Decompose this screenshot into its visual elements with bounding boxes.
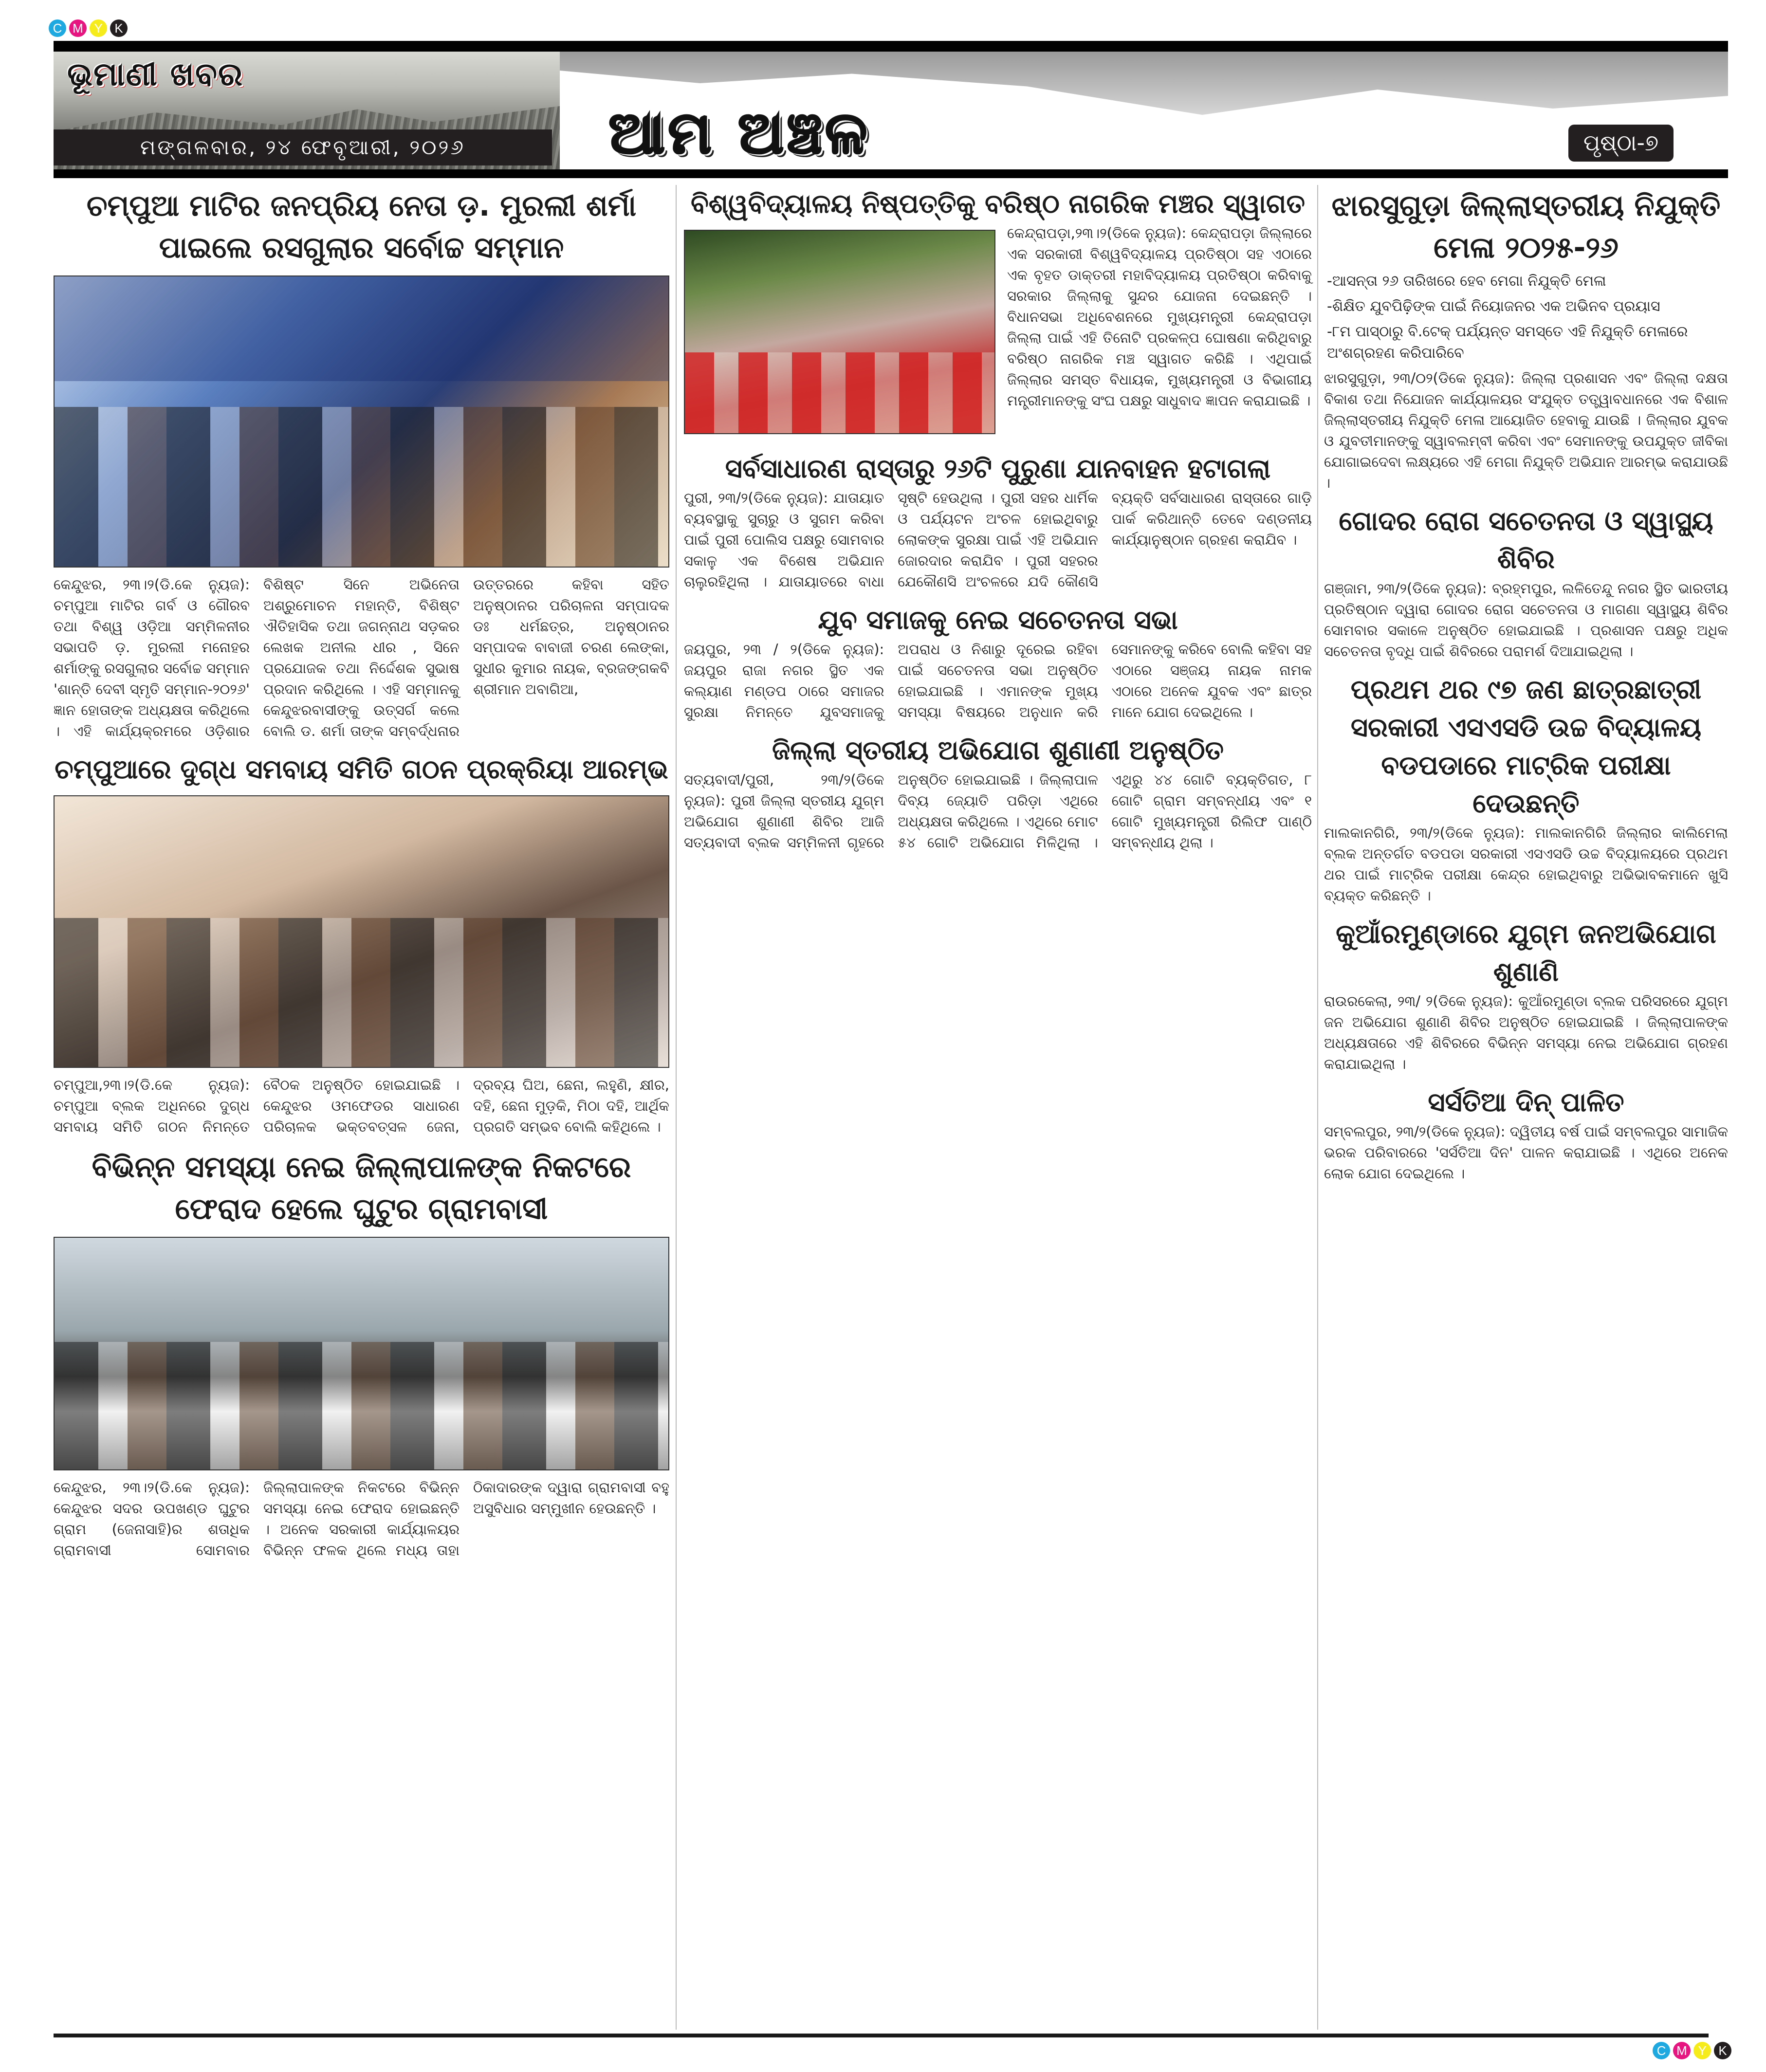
villagers-photo	[54, 1237, 669, 1470]
article-villagers-petition	[54, 1146, 669, 1561]
article-youth-awareness	[684, 601, 1312, 723]
issue-date: ମଙ୍ଗଳବାର, ୨୪ ଫେବୃଆରୀ, ୨୦୨୬	[54, 129, 552, 165]
headline: ଚମ୍ପୁଆ ମାଟିର ଜନପ୍ରିୟ ନେତା ଡ଼. ମୁରଲୀ ଶର୍ମା ପାଇଲେ ରସଗୁଲାର ସର୍ବୋଚ୍ଚ ସମ୍ମାନ	[86, 189, 637, 265]
article-vehicles-removed	[684, 450, 1312, 592]
headline: କୁଆଁରମୁଣ୍ଡାରେ ଯୁଗ୍ମ ଜନଅଭିଯୋଗ ଶୁଣାଣି	[1336, 918, 1716, 987]
article-body: ଜୟପୁର, ୨୩ / ୨(ଡିକେ ନ୍ୟୁଜ): ଜୟପୁର ରାଜା ନଗର ସ୍ଥିତ ଏକ କଲ୍ୟାଣ ମଣ୍ଡପ ଠାରେ ସମାଜର ସୁରକ୍ଷା ନିମନ୍ତେ ଯୁବସମାଜକୁ ଅପରାଧ ଓ ନିଶାରୁ ଦୂରେଇ ରହିବା ପାଇଁ ସଚେତନତା ସଭା ଅନୁଷ୍ଠିତ ହୋଇଯାଇଛି । ଏମାନଙ୍କ ମୁଖ୍ୟ ସମସ୍ୟା ବିଷୟରେ ଅନୁଧାନ କରି ସେମାନଙ୍କୁ କରିବେ ବୋଲି କହିବା ସହ ଏଠାରେ ସଞ୍ଜୟ ନାୟକ ନାମକ ଏଠାରେ ଅନେକ ଯୁବକ ଏବଂ ଛାତ୍ର ମାନେ ଯୋଗ ଦେଇଥିଲେ ।	[684, 641, 1312, 720]
headline: ଜିଲ୍ଲା ସ୍ତରୀୟ ଅଭିଯୋଗ ଶୁଣାଣୀ ଅନୁଷ୍ଠିତ	[772, 735, 1224, 766]
headline: ପ୍ରଥମ ଥର ୯୭ ଜଣ ଛାତ୍ରଛାତ୍ରୀ ସରକାରୀ ଏସଏସଡି ଉଚ୍ଚ ବିଦ୍ୟାଳୟ ବଡପଡାରେ ମାଟ୍ରିକ ପରୀକ୍ଷା ଦେଉଛନ୍ତି	[1350, 674, 1702, 819]
headline: ବିଶ୍ୱବିଦ୍ୟାଳୟ ନିଷ୍ପତ୍ତିକୁ ବରିଷ୍ଠ ନାଗରିକ ମଞ୍ଚର ସ୍ୱାଗତ	[690, 188, 1306, 219]
headline: ବିଭିନ୍ନ ସମସ୍ୟା ନେଇ ଜିଲ୍ଲାପାଳଙ୍କ ନିକଟରେ ଫେରାଦ ହେଲେ ଘୁଟୁର ଗ୍ରାମବାସୀ	[92, 1150, 631, 1226]
article-hydrocele-camp	[1324, 502, 1728, 662]
article-job-fair	[1324, 185, 1728, 494]
article-university-retirement	[684, 185, 1312, 441]
masthead	[54, 41, 1728, 178]
magenta-dot: M	[1673, 2042, 1691, 2059]
article-sarpanch-day	[1324, 1083, 1728, 1184]
column-divider	[1317, 185, 1318, 2030]
article-dairy-coop	[54, 751, 669, 1137]
page-number-badge: ପୃଷ୍ଠା-୭	[1568, 125, 1674, 162]
article-body: ମାଲକାନଗିରି, ୨୩/୨(ଡିକେ ନ୍ୟୁଜ): ମାଲକାନଗିରି ଜିଲ୍ଲାର କାଲିମେଲା ବ୍ଲକ ଅନ୍ତର୍ଗତ ବଡପଡା ସରକାରୀ ଏସଏସଡି ଉଚ୍ଚ ବିଦ୍ୟାଳୟରେ ପ୍ରଥମ ଥର ପାଇଁ ମାଟ୍ରିକ ପରୀକ୍ଷା କେନ୍ଦ୍ର ହୋଇଥିବାରୁ ଅଭିଭାବକମାନେ ଖୁସି ବ୍ୟକ୍ତ କରିଛନ୍ତି ।	[1324, 825, 1728, 904]
article-body: ପୁରୀ, ୨୩/୨(ଡିକେ ନ୍ୟୁଜ): ଯାତାୟାତ ବ୍ୟବସ୍ଥାକୁ ସୁଚାରୁ ଓ ସୁଗମ କରିବା ପାଇଁ ପୁରୀ ପୋଲିସ ପକ୍ଷରୁ ସୋମବାର ସକାଳୁ ଏକ ବିଶେଷ ଅଭିଯାନ ଚାଲୁରହିଥିଲା । ଯାତାୟାତରେ ବାଧା ସୃଷ୍ଟି ହେଉଥିଲା । ପୁରୀ ସହର ଧାର୍ମିକ ଓ ପର୍ଯ୍ୟଟନ ଅଂଚଳ ହୋଇଥିବାରୁ ଲୋକଙ୍କ ସୁରକ୍ଷା ପାଇଁ ଏହି ଅଭିଯାନ ଜୋରଦାର କରାଯିବ । ପୁରୀ ସହରର ଯେକୌଣସି ଅଂଚଳରେ ଯଦି କୌଣସି ବ୍ୟକ୍ତି ସର୍ବସାଧାରଣ ରାସ୍ତାରେ ଗାଡ଼ି ପାର୍କ କରିଥାନ୍ତି ତେବେ ଦଣ୍ଡନୀୟ କାର୍ଯ୍ୟାନୁଷ୍ଠାନ ଗ୍ରହଣ କରାଯିବ ।	[684, 490, 1312, 590]
magenta-dot: M	[69, 19, 87, 37]
section-title: ଆମ ଅଞ୍ଚଳ	[608, 99, 870, 167]
article-body: ଝାରସୁଗୁଡ଼ା, ୨୩/୦୨(ଡିକେ ନ୍ୟୁଜ): ଜିଲ୍ଲା ପ୍ରଶାସନ ଏବଂ ଜିଲ୍ଲା ଦକ୍ଷତା ବିକାଶ ତଥା ନିଯୋଜନ କାର୍ଯ୍ୟାଳୟର ସଂଯୁକ୍ତ ତତ୍ତ୍ୱାବଧାନରେ ଏକ ବିଶାଳ ଜିଲ୍ଲାସ୍ତରୀୟ ନିଯୁକ୍ତି ମେଳା ଆୟୋଜିତ ହେବାକୁ ଯାଉଛି । ଜିଲ୍ଲାର ଯୁବକ ଓ ଯୁବତୀମାନଙ୍କୁ ସ୍ୱାବଲମ୍ବୀ କରିବା ଏବଂ ସେମାନଙ୍କୁ ଉପଯୁକ୍ତ ଜୀବିକା ଯୋଗାଇଦେବା ଲକ୍ଷ୍ୟରେ ଏହି ମେଗା ନିଯୁକ୍ତି ଅଭିଯାନ ଆରମ୍ଭ କରାଯାଉଛି ।	[1324, 370, 1728, 491]
cmyk-registration-mark-bottom	[1653, 2042, 1731, 2059]
article-body: କେନ୍ଦୁଝର, ୨୩।୨(ଡି.କେ ନ୍ୟୁଜ): ଚମ୍ପୁଆ ମାଟିର ଗର୍ବ ଓ ଗୌରବ ତଥା ବିଶ୍ୱ ଓଡ଼ିଆ ସମ୍ମିଳନୀର ସଭାପତି ଡ଼. ମୁରଲୀ ମନୋହର ଶର୍ମାଙ୍କୁ ରସଗୁଲାର ସର୍ବୋଚ୍ଚ ସମ୍ମାନ 'ଶାନ୍ତି ଦେବୀ ସ୍ମୃତି ସମ୍ମାନ-୨୦୨୬' ଜ୍ଞାନ ହୋତାଙ୍କ ଅଧ୍ୟକ୍ଷତା କରିଥିଲେ । ଏହି କାର୍ଯ୍ୟକ୍ରମରେ ଓଡ଼ିଶାର ବିଶିଷ୍ଟ ସିନେ ଅଭିନେତା ଅଶ୍ରୁମୋଚନ ମହାନ୍ତି, ବିଶିଷ୍ଟ ଐତିହାସିକ ତଥା ଜଗନ୍ନାଥ ସଡ଼କର ଲେଖକ ଅନୀଲ ଧୀର , ସିନେ ପ୍ରଯୋଜକ ତଥା ନିର୍ଦ୍ଦେଶକ ସୁଭାଷ ପ୍ରଦାନ କରିଥିଲେ । ଏହି ସମ୍ମାନକୁ କେନ୍ଦୁଝରବାସୀଙ୍କୁ ଉତ୍ସର୍ଗ କଲେ ବୋଲି ଡ. ଶର୍ମା ତାଙ୍କ ସମ୍ବର୍ଦ୍ଧନାର ଉତ୍ତରରେ କହିବା ସହିତ ଅନୁଷ୍ଠାନର ପରିଚାଳନା ସମ୍ପାଦକ ଡଃ ଧର୍ମଛତ୍ର, ଅନୁଷ୍ଠାନର ସମ୍ପାଦକ ବାବାଜୀ ଚରଣ ଲେଙ୍କା, ସୁଧୀର କୁମାର ନାୟକ, ବ୍ରଜଙ୍ଗକବି ଶ୍ରୀମାନ ଅବାଗିଆ,	[54, 576, 669, 739]
article-body: ଚମ୍ପୁଆ,୨୩।୨(ଡି.କେ ନ୍ୟୁଜ): ଚମ୍ପୁଆ ବ୍ଲକ ଅଧିନରେ ଦୁଗ୍ଧ ସମବାୟ ସମିତି ଗଠନ ନିମନ୍ତେ ବୈଠକ ଅନୁଷ୍ଠିତ ହୋଇଯାଇଛି । କେନ୍ଦୁଝର ଓମଫେଡର ସାଧାରଣ ପରିଚାଳକ ଭକ୍ତବତ୍ସଳ ଜେନା, ଦ୍ରବ୍ୟ ଘିଅ, ଛେନା, ଲହୁଣି, କ୍ଷୀର, ଦହି, ଛେନା ମୁଡ଼କି, ମିଠା ଦହି, ଆର୍ଥିକ ପ୍ରଗତି ସମ୍ଭବ ବୋଲି କହିଥିଲେ ।	[54, 1077, 669, 1135]
headline: ଗୋଦର ରୋଗ ସଚେତନତା ଓ ସ୍ୱାସ୍ଥ୍ୟ ଶିବିର	[1339, 506, 1713, 574]
right-column	[1324, 185, 1728, 1193]
award-ceremony-photo	[54, 275, 669, 568]
masthead-top-bar	[54, 41, 1728, 52]
headline: ସର୍ବସାଧାରଣ ରାସ୍ତାରୁ ୨୬ଟି ପୁରୁଣା ଯାନବାହନ ହଟାଗଲା	[725, 453, 1271, 484]
footer-rule	[54, 2034, 1709, 2037]
column-divider	[676, 185, 677, 2030]
article-grievance-hearing	[684, 732, 1312, 853]
subhead: -ଆସନ୍ତା ୨୬ ତାରିଖରେ ହେବ ମେଗା ନିଯୁକ୍ତି ମେଳା	[1327, 273, 1606, 290]
article-murali-sharma	[54, 185, 669, 742]
article-matric-exam	[1324, 671, 1728, 906]
masthead-bottom-bar	[54, 169, 1728, 178]
meeting-photo	[54, 795, 669, 1068]
paper-logo: ଭୂମାଣୀ ଖବର	[67, 55, 244, 93]
article-body: ଗଞ୍ଜାମ, ୨୩/୨(ଡିକେ ନ୍ୟୁଜ): ବ୍ରହ୍ମପୁର, ଲଳିତେନ୍ଦୁ ନଗର ସ୍ଥିତ ଭାରତୀୟ ପ୍ରତିଷ୍ଠାନ ଦ୍ୱାରା ଗୋଦର ରୋଗ ସଚେତନତା ଓ ମାଗଣା ସ୍ୱାସ୍ଥ୍ୟ ଶିବିର ସୋମବାର ସକାଳେ ଅନୁଷ୍ଠିତ ହୋଇଯାଇଛି । ପ୍ରଶାସନ ପକ୍ଷରୁ ଅଧିକ ସଚେତନତା ବୃଦ୍ଧି ପାଇଁ ଶିବିରରେ ପରାମର୍ଶ ଦିଆଯାଇଥିଲା ।	[1324, 580, 1728, 660]
black-dot: K	[110, 19, 128, 37]
cyan-dot: C	[1653, 2042, 1670, 2059]
middle-column	[684, 185, 1312, 862]
article-body: ସତ୍ୟବାଦୀ/ପୁରୀ, ୨୩/୨(ଡିକେ ନ୍ୟୁଜ): ପୁରୀ ଜିଲ୍ଲା ସ୍ତରୀୟ ଯୁଗ୍ମ ଅଭିଯୋଗ ଶୁଣାଣୀ ଶିବିର ଆଜି ସତ୍ୟବାଦୀ ବ୍ଲକ ସମ୍ମିଳନୀ ଗୃହରେ ଅନୁଷ୍ଠିତ ହୋଇଯାଇଛି । ଜିଲ୍ଲାପାଳ ଦିବ୍ୟ ଜ୍ୟୋତି ପରିଡ଼ା ଏଥିରେ ଅଧ୍ୟକ୍ଷତା କରିଥିଲେ । ଏଥିରେ ମୋଟ ୫୪ ଗୋଟି ଅଭିଯୋଗ ମିଳିଥିଲା । ଏଥିରୁ ୪୪ ଗୋଟି ବ୍ୟକ୍ତିଗତ, ୮ ଗୋଟି ଗ୍ରାମ ସମ୍ବନ୍ଧୀୟ ଏବଂ ୧ ଗୋଟି ମୁଖ୍ୟମନ୍ତ୍ରୀ ରିଲିଫ ପାଣ୍ଠି ସମ୍ବନ୍ଧୀୟ ଥିଲା ।	[684, 771, 1312, 851]
senior-citizens-meeting-photo	[684, 230, 995, 434]
yellow-dot: Y	[1693, 2042, 1711, 2059]
headline: ଝାରସୁଗୁଡ଼ା ଜିଲ୍ଲାସ୍ତରୀୟ ନିଯୁକ୍ତି ମେଳା ୨୦୨୫-୨୬	[1331, 189, 1721, 265]
article-kuarmunda-grievance	[1324, 915, 1728, 1075]
headline: ସର୍ସତିଆ ଦିନ୍ ପାଳିତ	[1428, 1087, 1624, 1118]
article-body: କେନ୍ଦ୍ରାପଡ଼ା,୨୩।୨(ଡିକେ ନ୍ୟୁଜ): କେନ୍ଦ୍ରାପଡ଼ା ଜିଲ୍ଲାରେ ଏକ ସରକାରୀ ବିଶ୍ୱବିଦ୍ୟାଳୟ ପ୍ରତିଷ୍ଠା ସହ ଏଠାରେ ଏକ ବୃହତ ଡାକ୍ତରୀ ମହାବିଦ୍ୟାଳୟ ପ୍ରତିଷ୍ଠା କରିବାକୁ ସରକାର ଜିଲ୍ଲାକୁ ସୁନ୍ଦର ଯୋଜନା ଦେଇଛନ୍ତି । ବିଧାନସଭା ଅଧିବେଶନରେ ମୁଖ୍ୟମନ୍ତ୍ରୀ କେନ୍ଦ୍ରାପଡ଼ା ଜିଲ୍ଲା ପାଇଁ ଏହି ତିନୋଟି ପ୍ରକଳ୍ପ ଘୋଷଣା କରିଥିବାରୁ ବରିଷ୍ଠ ନାଗରିକ ମଞ୍ଚ ସ୍ୱାଗତ କରିଛି । ଏଥିପାଇଁ ଜିଲ୍ଲାର ସମସ୍ତ ବିଧାୟକ, ମୁଖ୍ୟମନ୍ତ୍ରୀ ଓ ବିଭାଗୀୟ ମନ୍ତ୍ରୀମାନଙ୍କୁ ସଂଘ ପକ୍ଷରୁ ସାଧୁବାଦ ଜ୍ଞାପନ କରାଯାଇଛି ।	[1007, 225, 1312, 409]
headline: ଚମ୍ପୁଆରେ ଦୁଗ୍ଧ ସମବାୟ ସମିତି ଗଠନ ପ୍ରକ୍ରିୟା ଆରମ୍ଭ	[55, 754, 668, 785]
subhead: -ଶିକ୍ଷିତ ଯୁବପିଢ଼ିଙ୍କ ପାଇଁ ନିୟୋଜନର ଏକ ଅଭିନବ ପ୍ରୟାସ	[1327, 298, 1660, 315]
subhead: -୮ମ ପାସ୍‌ଠାରୁ ବି.ଟେକ୍ ପର୍ଯ୍ୟନ୍ତ ସମସ୍ତେ ଏହି ନିଯୁକ୍ତି ମେଳାରେ ଅଂଶଗ୍ରହଣ କରିପାରିବେ	[1327, 323, 1688, 362]
yellow-dot: Y	[90, 19, 107, 37]
article-body: ରାଉରକେଲା, ୨୩/ ୨(ଡିକେ ନ୍ୟୁଜ): କୁଆଁରମୁଣ୍ଡା ବ୍ଲକ ପରିସରରେ ଯୁଗ୍ମ ଜନ ଅଭିଯୋଗ ଶୁଣାଣି ଶିବିର ଅନୁଷ୍ଠିତ ହୋଇଯାଇଛି । ଜିଲ୍ଲାପାଳଙ୍କ ଅଧ୍ୟକ୍ଷତାରେ ଏହି ଶିବିରରେ ବିଭିନ୍ନ ସମସ୍ୟା ନେଇ ଅଭିଯୋଗ ଗ୍ରହଣ କରାଯାଇଥିଲା ।	[1324, 993, 1728, 1072]
cmyk-registration-mark-top	[49, 19, 128, 37]
cyan-dot: C	[49, 19, 66, 37]
article-body: କେନ୍ଦୁଝର, ୨୩।୨(ଡି.କେ ନ୍ୟୁଜ): କେନ୍ଦୁଝର ସଦର ଉପଖଣ୍ଡ ଘୁଟୁର ଗ୍ରାମ (ଜେନାସାହି)ର ଶତାଧିକ ଗ୍ରାମବାସୀ ସୋମବାର ଜିଲ୍ଲାପାଳଙ୍କ ନିକଟରେ ବିଭିନ୍ନ ସମସ୍ୟା ନେଇ ଫେରାଦ ହୋଇଛନ୍ତି । ଅନେକ ସରକାରୀ କାର୍ଯ୍ୟାଳୟର ବିଭିନ୍ନ ଫଳକ ଥିଲେ ମଧ୍ୟ ତାହା ଠିକାଦାରଙ୍କ ଦ୍ୱାରା ଗ୍ରାମବାସୀ ବହୁ ଅସୁବିଧାର ସମ୍ମୁଖୀନ ହେଉଛନ୍ତି ।	[54, 1479, 669, 1559]
article-body: ସମ୍ବଲପୁର, ୨୩/୨(ଡିକେ ନ୍ୟୁଜ): ଦ୍ୱିତୀୟ ବର୍ଷ ପାଇଁ ସମ୍ବଲପୁର ସାମାଜିକ ଭରକ ପରିବାରରେ 'ସର୍ସତିଆ ଦିନ' ପାଳନ କରାଯାଇଛି । ଏଥିରେ ଅନେକ ଲୋକ ଯୋଗ ଦେଇଥିଲେ ।	[1324, 1123, 1728, 1182]
headline: ଯୁବ ସମାଜକୁ ନେଇ ସଚେତନତା ସଭା	[818, 605, 1178, 635]
left-column	[54, 185, 669, 1570]
black-dot: K	[1714, 2042, 1731, 2059]
